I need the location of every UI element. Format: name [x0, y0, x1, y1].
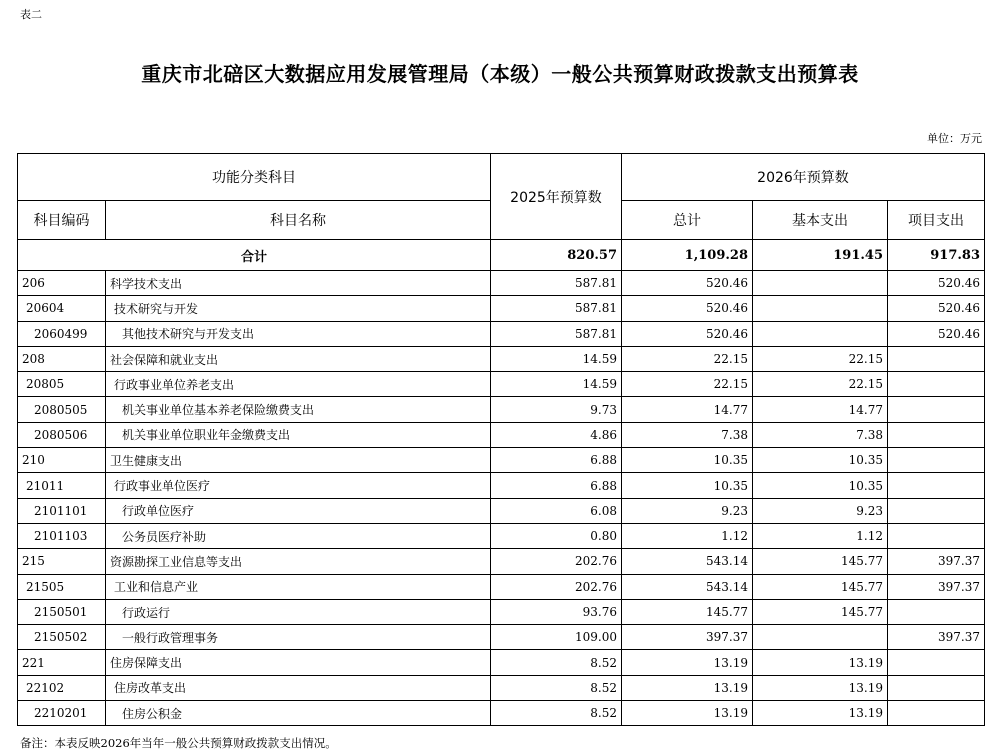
total-project: 917.83 [888, 240, 985, 271]
row-total: 10.35 [622, 473, 753, 498]
row-basic: 145.77 [753, 574, 888, 599]
table-row [18, 346, 985, 371]
row-code: 2101103 [18, 523, 106, 548]
table-row [18, 549, 985, 574]
row-budget-2025: 6.08 [491, 498, 622, 523]
table-row [18, 574, 985, 599]
row-code: 221 [18, 650, 106, 675]
row-budget-2025: 6.88 [491, 473, 622, 498]
header-basic: 基本支出 [753, 201, 888, 240]
row-total: 543.14 [622, 574, 753, 599]
row-basic: 145.77 [753, 599, 888, 624]
total-basic: 191.45 [753, 240, 888, 271]
row-total: 7.38 [622, 422, 753, 447]
row-budget-2025: 8.52 [491, 675, 622, 700]
row-basic [753, 271, 888, 296]
row-project: 397.37 [888, 549, 985, 574]
table-tag: 表二 [20, 8, 42, 21]
row-code: 21505 [18, 574, 106, 599]
row-budget-2025: 202.76 [491, 574, 622, 599]
row-name: 住房保障支出 [106, 650, 491, 675]
row-total: 1.12 [622, 523, 753, 548]
row-code: 21011 [18, 473, 106, 498]
row-total: 22.15 [622, 372, 753, 397]
total-total: 1,109.28 [622, 240, 753, 271]
header-budget-2026: 2026年预算数 [622, 154, 985, 201]
row-name: 科学技术支出 [106, 271, 491, 296]
row-budget-2025: 6.88 [491, 448, 622, 473]
table-row [18, 650, 985, 675]
table-row [18, 296, 985, 321]
row-name: 其他技术研究与开发支出 [106, 321, 491, 346]
row-project [888, 448, 985, 473]
row-project [888, 675, 985, 700]
row-basic: 13.19 [753, 650, 888, 675]
row-code: 215 [18, 549, 106, 574]
row-total: 520.46 [622, 271, 753, 296]
row-basic: 14.77 [753, 397, 888, 422]
row-budget-2025: 93.76 [491, 599, 622, 624]
row-budget-2025: 14.59 [491, 346, 622, 371]
row-name: 工业和信息产业 [106, 574, 491, 599]
row-basic: 10.35 [753, 448, 888, 473]
row-total: 13.19 [622, 701, 753, 726]
row-budget-2025: 587.81 [491, 296, 622, 321]
row-name: 资源勘探工业信息等支出 [106, 549, 491, 574]
row-budget-2025: 4.86 [491, 422, 622, 447]
row-name: 行政事业单位养老支出 [106, 372, 491, 397]
row-basic [753, 625, 888, 650]
header-function-category: 功能分类科目 [18, 154, 491, 201]
table-row [18, 372, 985, 397]
row-basic: 1.12 [753, 523, 888, 548]
unit-label: 单位：万元 [927, 132, 982, 145]
row-budget-2025: 8.52 [491, 701, 622, 726]
row-budget-2025: 109.00 [491, 625, 622, 650]
row-project [888, 498, 985, 523]
page-title: 重庆市北碚区大数据应用发展管理局（本级）一般公共预算财政拨款支出预算表 [141, 62, 859, 86]
row-code: 2150501 [18, 599, 106, 624]
header-budget-2025: 2025年预算数 [491, 154, 622, 240]
table-row [18, 701, 985, 726]
row-project [888, 599, 985, 624]
row-basic [753, 321, 888, 346]
row-budget-2025: 0.80 [491, 523, 622, 548]
budget-table [17, 153, 985, 726]
table-row [18, 498, 985, 523]
total-row [18, 240, 985, 271]
row-name: 住房改革支出 [106, 675, 491, 700]
row-project [888, 523, 985, 548]
row-project: 397.37 [888, 625, 985, 650]
row-project [888, 372, 985, 397]
row-basic: 22.15 [753, 346, 888, 371]
row-name: 机关事业单位基本养老保险缴费支出 [106, 397, 491, 422]
header-total: 总计 [622, 201, 753, 240]
row-code: 20604 [18, 296, 106, 321]
row-code: 2101101 [18, 498, 106, 523]
row-total: 10.35 [622, 448, 753, 473]
row-total: 520.46 [622, 296, 753, 321]
row-total: 9.23 [622, 498, 753, 523]
row-total: 520.46 [622, 321, 753, 346]
row-project: 397.37 [888, 574, 985, 599]
row-basic: 7.38 [753, 422, 888, 447]
header-project: 项目支出 [888, 201, 985, 240]
table-row [18, 448, 985, 473]
row-code: 2080506 [18, 422, 106, 447]
row-total: 543.14 [622, 549, 753, 574]
row-code: 2150502 [18, 625, 106, 650]
row-budget-2025: 587.81 [491, 271, 622, 296]
row-name: 社会保障和就业支出 [106, 346, 491, 371]
row-total: 13.19 [622, 675, 753, 700]
row-total: 397.37 [622, 625, 753, 650]
footnote: 备注：本表反映2026年当年一般公共预算财政拨款支出情况。 [20, 736, 337, 750]
row-project [888, 397, 985, 422]
row-name: 卫生健康支出 [106, 448, 491, 473]
row-name: 行政单位医疗 [106, 498, 491, 523]
row-project: 520.46 [888, 321, 985, 346]
header-code: 科目编码 [18, 201, 106, 240]
row-project [888, 701, 985, 726]
row-basic: 13.19 [753, 701, 888, 726]
row-name: 行政运行 [106, 599, 491, 624]
total-budget-2025: 820.57 [491, 240, 622, 271]
row-project: 520.46 [888, 271, 985, 296]
row-code: 210 [18, 448, 106, 473]
row-name: 行政事业单位医疗 [106, 473, 491, 498]
row-code: 22102 [18, 675, 106, 700]
row-total: 145.77 [622, 599, 753, 624]
header-name: 科目名称 [106, 201, 491, 240]
row-name: 住房公积金 [106, 701, 491, 726]
row-total: 13.19 [622, 650, 753, 675]
row-budget-2025: 587.81 [491, 321, 622, 346]
row-budget-2025: 8.52 [491, 650, 622, 675]
table-row [18, 271, 985, 296]
row-basic: 10.35 [753, 473, 888, 498]
row-basic: 22.15 [753, 372, 888, 397]
row-project [888, 346, 985, 371]
row-budget-2025: 9.73 [491, 397, 622, 422]
row-basic: 9.23 [753, 498, 888, 523]
row-name: 技术研究与开发 [106, 296, 491, 321]
row-code: 2060499 [18, 321, 106, 346]
row-code: 20805 [18, 372, 106, 397]
row-project [888, 422, 985, 447]
row-name: 一般行政管理事务 [106, 625, 491, 650]
row-code: 2080505 [18, 397, 106, 422]
row-code: 2210201 [18, 701, 106, 726]
row-name: 公务员医疗补助 [106, 523, 491, 548]
row-code: 208 [18, 346, 106, 371]
table-row [18, 625, 985, 650]
row-basic: 145.77 [753, 549, 888, 574]
table-body [18, 240, 985, 726]
row-budget-2025: 202.76 [491, 549, 622, 574]
table-row [18, 523, 985, 548]
table-row [18, 675, 985, 700]
row-basic: 13.19 [753, 675, 888, 700]
total-label: 合计 [18, 240, 491, 271]
table-row [18, 397, 985, 422]
row-project: 520.46 [888, 296, 985, 321]
table-row [18, 321, 985, 346]
row-code: 206 [18, 271, 106, 296]
row-project [888, 650, 985, 675]
row-total: 22.15 [622, 346, 753, 371]
table-row [18, 422, 985, 447]
row-total: 14.77 [622, 397, 753, 422]
table-row [18, 473, 985, 498]
row-name: 机关事业单位职业年金缴费支出 [106, 422, 491, 447]
row-project [888, 473, 985, 498]
row-basic [753, 296, 888, 321]
table-row [18, 599, 985, 624]
row-budget-2025: 14.59 [491, 372, 622, 397]
